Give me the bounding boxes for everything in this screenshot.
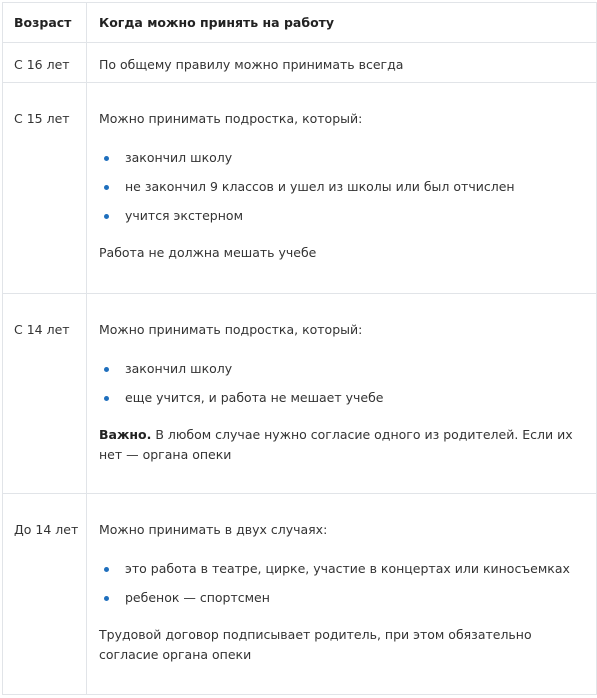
description-intro: Можно принимать подростка, который: [99,111,363,126]
header-age-label: Возраст [14,15,72,30]
table-header-row [3,3,597,43]
description-cell [87,83,597,294]
condition-list [99,148,586,226]
bullet-icon [104,596,109,601]
age-employment-table [2,2,597,695]
description-cell [87,494,597,695]
header-description-label: Когда можно принять на работу [99,15,335,30]
condition-list [99,359,586,408]
table-row [3,83,597,294]
age-cell [3,83,87,294]
description-cell [87,43,597,83]
description-intro: Можно принимать в двух случаях: [99,522,328,537]
description-outro: Работа не должна мешать учебе [99,245,317,260]
list-item: еще учится, и работа не мешает учебе [99,388,586,408]
bullet-icon [104,367,109,372]
important-note-text: В любом случае нужно согласие одного из родителей. Если их нет — органа опеки [99,427,573,462]
list-item: учится экстерном [99,206,586,226]
list-item: это работа в театре, цирке, участие в концертах или киносъемках [99,559,586,579]
bullet-icon [104,156,109,161]
important-note-label: Важно. [99,427,152,442]
bullet-icon [104,567,109,572]
age-cell [3,494,87,695]
bullet-icon [104,396,109,401]
age-label: До 14 лет [14,522,79,537]
bullet-icon [104,185,109,190]
age-cell [3,294,87,494]
bullet-icon [104,214,109,219]
description-intro: Можно принимать подростка, который: [99,322,363,337]
table-row [3,43,597,83]
table-row [3,494,597,695]
age-label: С 16 лет [14,57,70,72]
list-item: закончил школу [99,359,586,379]
list-item: не закончил 9 классов и ушел из школы или был отчислен [99,177,586,197]
description-cell [87,294,597,494]
condition-list [99,559,586,608]
table-row [3,294,597,494]
age-label: С 15 лет [14,111,70,126]
age-label: С 14 лет [14,322,70,337]
description-outro: Трудовой договор подписывает родитель, при этом обязательно согласие органа опеки [99,627,532,662]
header-description [87,3,597,43]
age-cell [3,43,87,83]
list-item: закончил школу [99,148,586,168]
header-age [3,3,87,43]
description-intro: По общему правилу можно принимать всегда [99,57,404,72]
list-item: ребенок — спортсмен [99,588,586,608]
important-note [99,425,586,465]
